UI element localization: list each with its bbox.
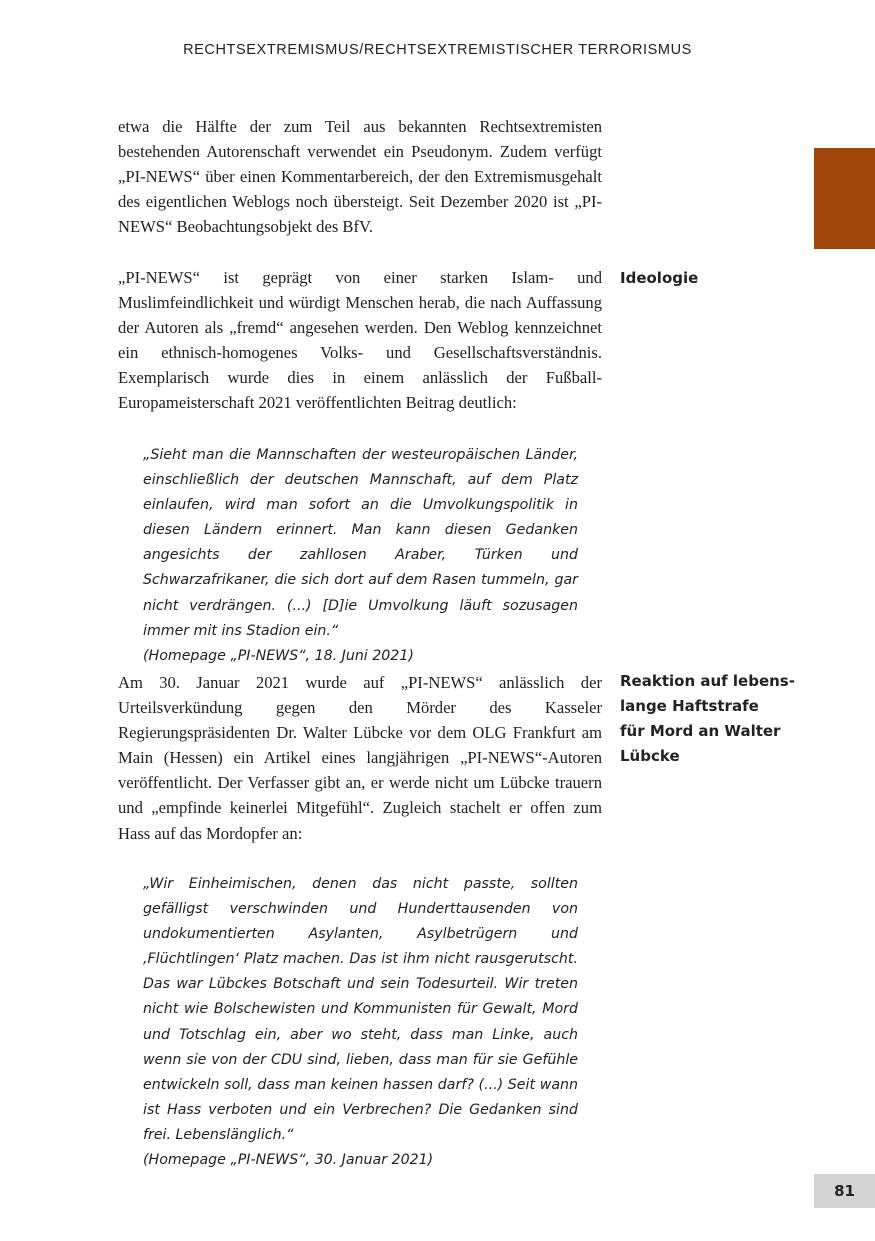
block-quote-1	[143, 443, 578, 669]
side-heading-ideologie: Ideologie	[620, 269, 699, 287]
side-heading-reaktion: Reaktion auf lebens- lange Haftstrafe für Mord an Walter Lübcke	[620, 672, 795, 766]
quote-text: „Sieht man die Mannschaften der westeuropäischen Länder, einschließlich der deutschen Mannschaft, auf dem Platz einlaufen, wird man sofort an die Umvolkungspolitik in diesen Ländern erinnert. Man kann diesen Gedanken angesichts der zahllosen Araber, Türken und Schwarzafrikaner, die sich dort auf dem Rasen tummeln, gar nicht verdrängen. (...) [D]ie Umvolkung läuft sozusagen immer mit ins Stadion ein.“	[143, 447, 578, 639]
block-quote-2	[143, 872, 578, 1173]
page-number: 81	[814, 1174, 875, 1208]
body-paragraph-3: Am 30. Januar 2021 wurde auf „PI-NEWS“ anlässlich der Urteilsverkündung gegen den Mörder des Kasseler Regierungspräsidenten Dr. Walter Lübcke vor dem OLG Frankfurt am Main (Hessen) ein Artikel eines langjährigen „PI-NEWS“-Autoren veröffentlicht. Der Verfasser gibt an, er werde nicht um Lübcke trauern und „empfinde keinerlei Mitgefühl“. Zugleich stachelt er offen zum Hass auf das Mordopfer an:	[118, 673, 602, 843]
body-paragraph-1: etwa die Hälfte der zum Teil aus bekannten Rechtsextremisten bestehenden Autorenschaft verwendet ein Pseudonym. Zudem verfügt „PI-NEWS“ über einen Kommentarbereich, der den Extremismusgehalt des eigentlichen Weblogs noch übersteigt. Seit Dezember 2020 ist „PI-NEWS“ Beobachtungsobjekt des BfV.	[118, 117, 602, 237]
body-paragraph-2: „PI-NEWS“ ist geprägt von einer starken Islam- und Muslimfeindlichkeit und würdigt Menschen herab, die nach Auffassung der Autoren als „fremd“ angesehen werden. Den Weblog kennzeichnet ein ethnisch-homogenes Volks- und Gesellschaftsverständnis. Exemplarisch wurde dies in einem anlässlich der Fußball-Europameisterschaft 2021 veröffentlichten Beitrag deutlich:	[118, 268, 602, 413]
chapter-tab-accent	[814, 148, 875, 249]
quote-source: (Homepage „PI-NEWS“, 18. Juni 2021)	[143, 647, 414, 664]
quote-text: „Wir Einheimischen, denen das nicht passte, sollten gefälligst verschwinden und Hunderttausenden von undokumentierten Asylanten, Asylbetrügern und ‚Flüchtlingen‘ Platz machen. Das ist ihm nicht rausgerutscht. Das war Lübckes Botschaft und sein Todesurteil. Wir treten nicht wie Bolschewisten und Kommunisten für Gewalt, Mord und Totschlag ein, aber wo steht, dass man Linke, auch wenn sie von der CDU sind, lieben, dass man für sie Gefühle entwickeln soll, dass man keinen hassen darf? (...) Seit wann ist Hass verboten und ein Verbrechen? Die Gedanken sind frei. Lebenslänglich.“	[143, 876, 578, 1143]
quote-source: (Homepage „PI-NEWS“, 30. Januar 2021)	[143, 1152, 434, 1169]
running-header: RECHTSEXTREMISMUS/RECHTSEXTREMISTISCHER TERRORISMUS	[183, 42, 692, 58]
